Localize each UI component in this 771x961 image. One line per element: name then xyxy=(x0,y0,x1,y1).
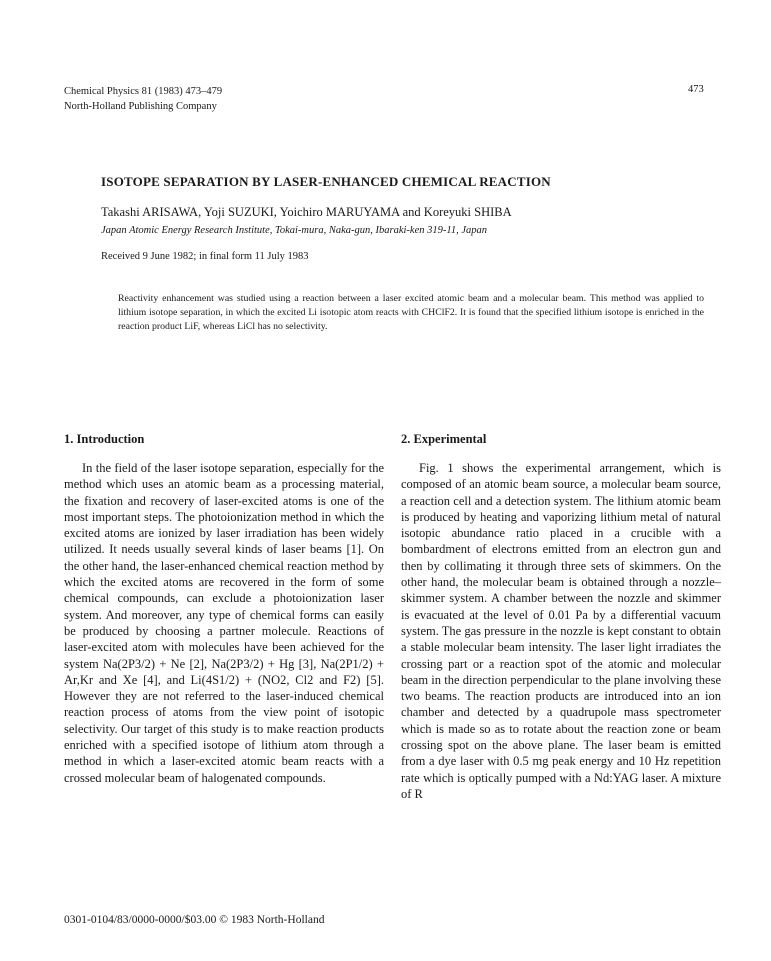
section-heading-introduction: 1. Introduction xyxy=(64,432,145,446)
experimental-paragraph: Fig. 1 shows the experimental arrangement, which is composed of an atomic beam source, a molecular beam source, a reaction cell and a detection system. The lithium atomic beam is produced by heating and vaporizing lithium metal of natural isotopic abundance ratio placed in a crucible with a bombardment of electrons emitted from an electron gun and then by collimating it through three sets of skimmers. On the other hand, the molecular beam is obtained through a nozzle–skimmer system. A chamber between the nozzle and skimmer is evacuated at the level of 0.01 Pa by a differential vacuum system. The gas pressure in the nozzle is kept constant to obtain a stable molecular beam intensity. The laser light irradiates the crossing part or a reaction spot of the atomic and molecular beam in the direction perpendicular to the plane involving these two beams. The reaction products are introduced into an ion chamber and detected by a quadrupole mass spectrometer which is made so as to rotate about the reaction zone or beam crossing spot on the above plane. The laser beam is emitted from a dye laser with 0.5 mg peak energy and 10 Hz repetition rate which is optically pumped with a Nd:YAG laser. A mixture of R xyxy=(401,461,721,801)
abstract: Reactivity enhancement was studied using a reaction between a laser excited atomic beam and a molecular beam. This method was applied to lithium isotope separation, in which the excited Li isotopic atom reacts with CHClF2. It is found that the specified lithium isotope is enriched in the reaction product LiF, whereas LiCl has no selectivity. xyxy=(118,293,704,332)
introduction-column xyxy=(64,460,384,900)
journal-citation xyxy=(64,84,222,114)
copyright-footer: 0301-0104/83/0000-0000/$03.00 © 1983 North-Holland xyxy=(64,914,325,926)
section-heading-experimental: 2. Experimental xyxy=(401,432,487,446)
experimental-column xyxy=(401,460,721,900)
received-date: Received 9 June 1982; in final form 11 July 1983 xyxy=(101,251,309,262)
affiliation: Japan Atomic Energy Research Institute, Tokai-mura, Naka-gun, Ibaraki-ken 319-11, Japan xyxy=(101,225,487,236)
authors: Takashi ARISAWA, Yoji SUZUKI, Yoichiro MARUYAMA and Koreyuki SHIBA xyxy=(101,205,512,219)
journal-name: Chemical Physics 81 (1983) 473–479 xyxy=(64,86,223,97)
introduction-paragraph: In the field of the laser isotope separation, especially for the method which uses an atomic beam as a processing material, the fixation and recovery of laser-excited atoms is one of the most important steps. The photoionization method in which the excited atoms are ionized by laser irradiation has been widely utilized. It needs usually several kinds of laser beams [1]. On the other hand, the laser-enhanced chemical reaction method by which the excited atoms are recovered in the form of some chemical compounds, can exclude a photoionization laser system. And moreover, any type of chemical forms can easily be produced by choosing a partner molecule. Reactions of laser-excited atom with molecules have been achieved for the system Na(2P3/2) + Ne [2], Na(2P3/2) + Hg [3], Na(2P1/2) + Ar,Kr and Xe [4], and Li(4S1/2) + (NO2, Cl2 and F2) [5]. However they are not referred to the laser-induced chemical reaction process of atoms from the view point of isotopic selectivity. Our target of this study is to make reaction products enriched with a specified isotope of lithium atom through a method in which a laser-excited atomic beam reacts with a crossed molecular beam of halogenated compounds. xyxy=(64,461,384,785)
publisher: North-Holland Publishing Company xyxy=(64,101,217,112)
page-number: 473 xyxy=(688,84,704,95)
paper-title: ISOTOPE SEPARATION BY LASER-ENHANCED CHEMICAL REACTION xyxy=(101,174,551,189)
